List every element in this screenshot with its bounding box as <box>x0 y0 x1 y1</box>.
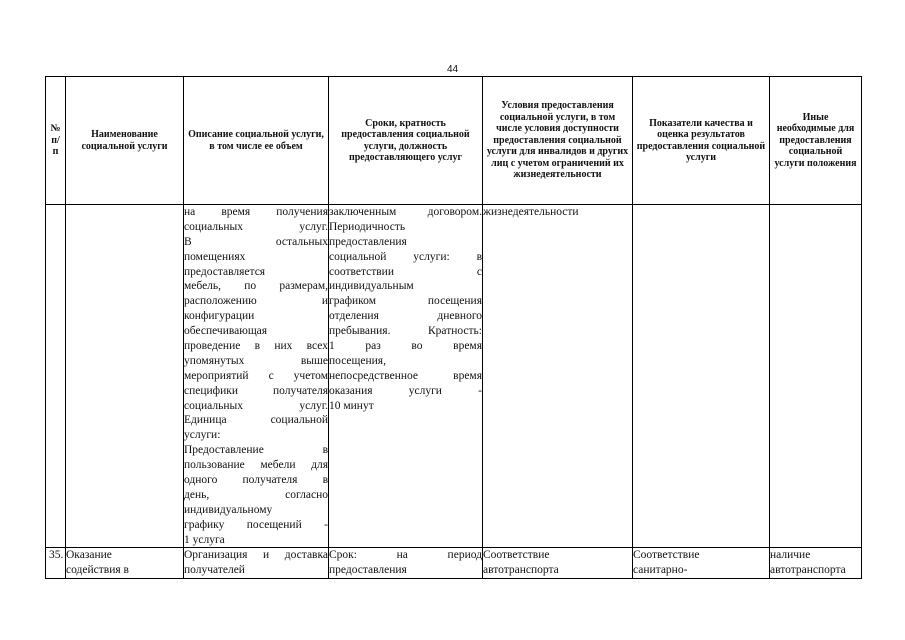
text-line: оказания услуги - <box>329 384 482 397</box>
text-line: 10 минут <box>329 399 374 412</box>
text-line: индивидуальным <box>329 280 414 293</box>
cell-description-35 <box>184 548 329 579</box>
text-line: автотранспорта <box>483 564 559 577</box>
text-line: В остальных <box>184 235 328 248</box>
text-line: содействия в <box>66 564 129 577</box>
text-line: 1 услуга <box>184 533 225 546</box>
cell-terms-35 <box>329 548 483 579</box>
text-line: заключенным договором. <box>329 206 482 218</box>
text-line: пользование мебели для <box>184 459 328 472</box>
text-line: Соответствие <box>633 549 700 562</box>
text-line: расположению и <box>184 295 328 308</box>
table-row-continuation <box>46 205 862 548</box>
header-service-name: Наименование социальной услуги <box>66 77 184 205</box>
text-line: соответствии с <box>329 265 482 278</box>
text-line: упомянутых выше <box>184 354 328 367</box>
cell-conditions <box>483 205 633 548</box>
text-line: услуги: <box>184 429 221 442</box>
text-line: обеспечивающая <box>184 325 268 338</box>
text-line: конфигурации <box>184 310 255 323</box>
text-line: социальных услуг. <box>184 220 328 233</box>
cell-quality-35 <box>633 548 770 579</box>
cell-number-35 <box>46 548 66 579</box>
text-line: Единица социальной <box>184 414 328 427</box>
text-line: жизнедеятельности <box>483 206 579 218</box>
header-number: № п/п <box>46 77 66 205</box>
text-line: предоставления <box>329 235 407 248</box>
text-line: на время получения <box>184 206 328 218</box>
text-line: посещения, <box>329 354 386 367</box>
text-line: Соответствие <box>483 549 550 562</box>
text-line: санитарно- <box>633 564 688 577</box>
social-services-table <box>45 76 862 579</box>
text-line: индивидуальному <box>184 503 273 516</box>
text-line: день, согласно <box>184 488 328 501</box>
cell-service-name-35 <box>66 548 184 579</box>
text-line: получателей <box>184 564 245 577</box>
table-header-row <box>46 77 862 205</box>
table-row-35 <box>46 548 862 579</box>
text-line: специфики получателя <box>184 384 328 397</box>
text-line: пребывания. Кратность: <box>329 325 482 338</box>
cell-description <box>184 205 329 548</box>
row-number: 35. <box>49 549 64 562</box>
text-line: 1 раз во время <box>329 340 482 353</box>
text-line: помещениях <box>184 250 246 263</box>
text-line: социальной услуги: в <box>329 250 482 263</box>
header-conditions: Условия предоставления социальной услуги, в том числе условия доступности предоставления социальной услуги для инвалидов и других лиц с учетом ограничений их жизнедеятельности <box>483 77 633 205</box>
text-line: автотранспорта <box>770 564 846 577</box>
cell-service-name <box>66 205 184 548</box>
cell-terms <box>329 205 483 548</box>
text-line: отделения дневного <box>329 310 482 323</box>
text-line: непосредственное время <box>329 369 482 382</box>
text-line: проведение в них всех <box>184 340 328 353</box>
text-line: наличие <box>770 549 811 562</box>
text-line: социальных услуг. <box>184 399 328 412</box>
text-line: Оказание <box>66 549 112 562</box>
text-line: Предоставление в <box>184 444 328 457</box>
header-description: Описание социальной услуги, в том числе ее объем <box>184 77 329 205</box>
text-line: мероприятий с учетом <box>184 369 328 382</box>
cell-other-35 <box>770 548 862 579</box>
text-line: Срок: на период <box>329 549 482 562</box>
header-terms: Сроки, кратность предоставления социальной услуги, должность предоставляющего услуг <box>329 77 483 205</box>
text-line: Периодичность <box>329 220 406 233</box>
header-quality: Показатели качества и оценка результатов предоставления социальной услуги <box>633 77 770 205</box>
text-line: Организация и доставка <box>184 549 328 562</box>
text-line: мебель, по размерам, <box>184 280 328 293</box>
text-line: графику посещений - <box>184 518 328 531</box>
page-number: 44 <box>446 64 459 75</box>
text-line: одного получателя в <box>184 474 328 487</box>
cell-conditions-35 <box>483 548 633 579</box>
text-line: предоставляется <box>184 265 266 278</box>
text-line: предоставления <box>329 564 407 577</box>
header-other: Иные необходимые для предоставления социальной услуги положения <box>770 77 862 205</box>
cell-quality <box>633 205 770 548</box>
cell-number <box>46 205 66 548</box>
text-line: графиком посещения <box>329 295 482 308</box>
cell-other <box>770 205 862 548</box>
